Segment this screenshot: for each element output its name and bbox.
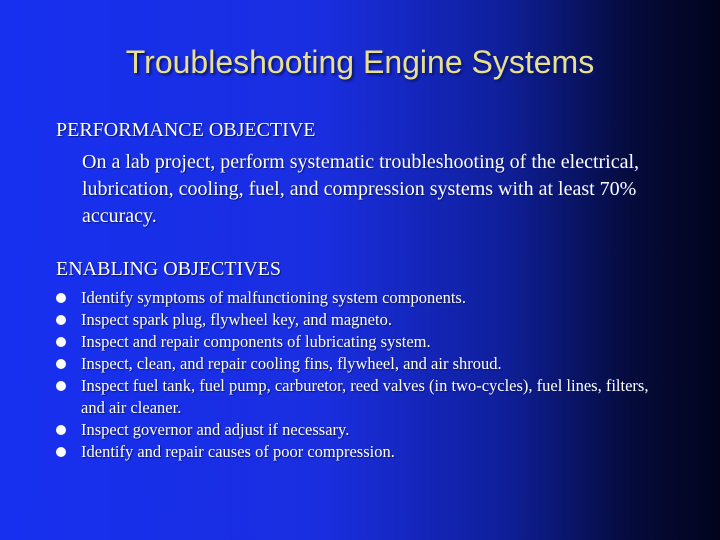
objective-text: Inspect governor and adjust if necessary. xyxy=(81,420,350,439)
objective-item xyxy=(56,375,656,419)
performance-objective-text: On a lab project, perform systematic troubleshooting of the electrical, lubrication, cooling, fuel, and compression systems with at least 70% accuracy. xyxy=(82,151,640,227)
bullet-icon xyxy=(56,447,66,457)
enabling-objectives-heading: ENABLING OBJECTIVES xyxy=(56,258,281,280)
objective-text: Inspect fuel tank, fuel pump, carburetor, reed valves (in two-cycles), fuel lines, filters, and air cleaner. xyxy=(81,376,649,417)
objective-item xyxy=(56,287,656,309)
objective-item xyxy=(56,353,656,375)
bullet-icon xyxy=(56,293,66,303)
objective-text: Inspect spark plug, flywheel key, and magneto. xyxy=(81,310,392,329)
objective-text: Inspect and repair components of lubricating system. xyxy=(81,332,431,351)
bullet-icon xyxy=(56,381,66,391)
objective-text: Identify symptoms of malfunctioning system components. xyxy=(81,288,466,307)
performance-objective-heading: PERFORMANCE OBJECTIVE xyxy=(56,119,316,141)
bullet-icon xyxy=(56,359,66,369)
enabling-objectives-list xyxy=(56,287,656,463)
objective-item xyxy=(56,419,656,441)
bullet-icon xyxy=(56,315,66,325)
objective-item xyxy=(56,331,656,353)
objective-item xyxy=(56,309,656,331)
objective-text: Identify and repair causes of poor compression. xyxy=(81,442,395,461)
objective-item xyxy=(56,441,656,463)
slide-title: Troubleshooting Engine Systems xyxy=(125,44,595,80)
bullet-icon xyxy=(56,337,66,347)
bullet-icon xyxy=(56,425,66,435)
objective-text: Inspect, clean, and repair cooling fins, flywheel, and air shroud. xyxy=(81,354,502,373)
